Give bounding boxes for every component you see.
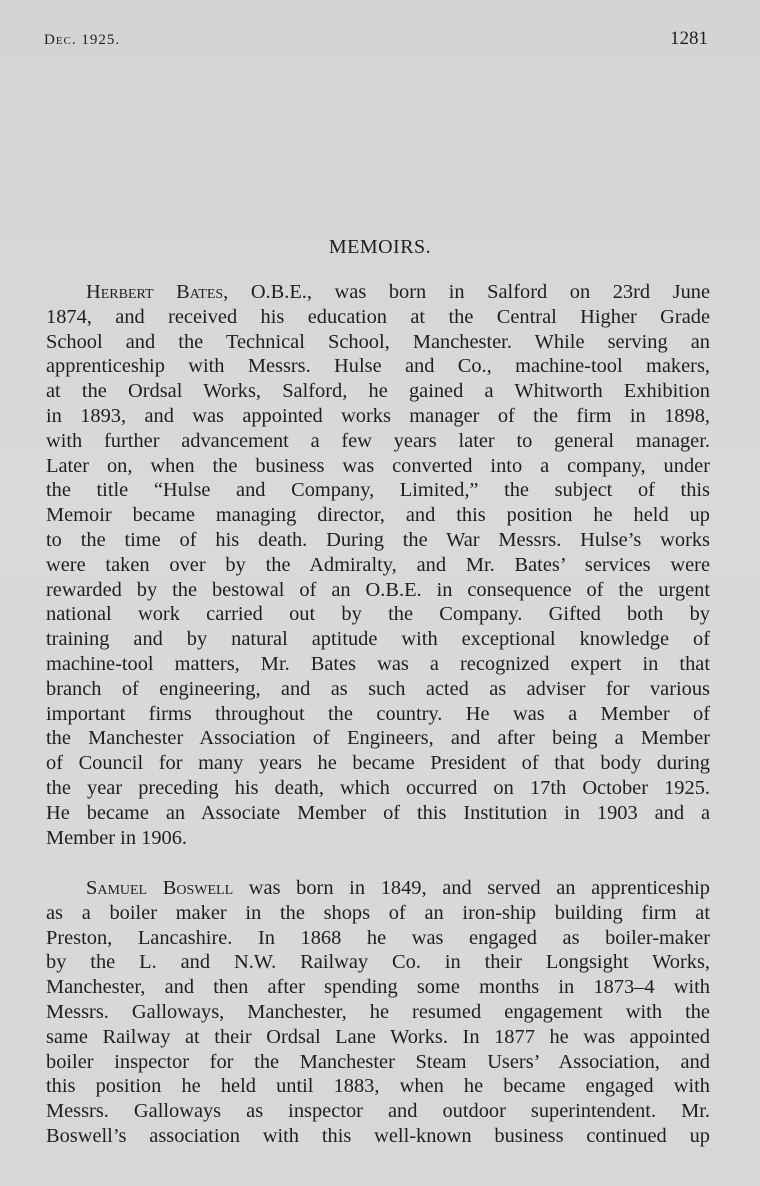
memoir-line: as a boiler maker in the shops of an iron-ship building firm at <box>46 901 710 924</box>
memoir-line: with further advancement a few years later to general manager. <box>46 429 710 452</box>
memoir-line: the title “Hulse and Company, Limited,” the subject of this <box>46 479 710 502</box>
memoir-line: rewarded by the bestowal of an O.B.E. in consequence of the urgent <box>46 578 710 601</box>
memoir-line: He became an Associate Member of this Institution in 1903 and a <box>46 801 710 824</box>
memoir-line: machine-tool matters, Mr. Bates was a recognized expert in that <box>46 652 710 675</box>
memoir-line: Member in 1906. <box>46 826 188 849</box>
memoir-line: Memoir became managing director, and this position he held up <box>46 504 710 527</box>
memoir-subject-name: Samuel Boswell <box>86 877 234 899</box>
memoir-line: Samuel Boswell was born in 1849, and served an apprenticeship <box>86 877 710 899</box>
memoir-line: 1874, and received his education at the Central Higher Grade <box>46 305 710 328</box>
memoir-line: important firms throughout the country. He was a Member of <box>46 702 710 725</box>
memoir-line: by the L. and N.W. Railway Co. in their Longsight Works, <box>46 951 710 974</box>
running-head-date: Dec. 1925. <box>44 32 121 48</box>
memoir-samuel-boswell <box>46 876 710 1149</box>
memoir-line: at the Ordsal Works, Salford, he gained a Whitworth Exhibition <box>46 380 710 403</box>
memoir-line: Herbert Bates, O.B.E., was born in Salford on 23rd June <box>86 281 711 303</box>
memoir-line: Later on, when the business was converted into a company, under <box>46 454 710 477</box>
memoir-line: School and the Technical School, Manchester. While serving an <box>46 330 710 353</box>
memoir-line: boiler inspector for the Manchester Steam Users’ Association, and <box>46 1050 710 1073</box>
memoir-line: the Manchester Association of Engineers, and after being a Member <box>46 727 710 750</box>
memoir-line: Manchester, and then after spending some months in 1873–4 with <box>46 976 710 999</box>
page-number: 1281 <box>670 28 708 49</box>
section-title: MEMOIRS. <box>328 236 432 258</box>
memoir-line: to the time of his death. During the War Messrs. Hulse’s works <box>46 528 710 551</box>
memoir-line: this position he held until 1883, when he became engaged with <box>46 1075 710 1098</box>
memoir-line: Messrs. Galloways, Manchester, he resumed engagement with the <box>46 1000 710 1023</box>
memoir-line: training and by natural aptitude with exceptional knowledge of <box>46 628 710 651</box>
memoir-line: were taken over by the Admiralty, and Mr. Bates’ services were <box>46 553 710 576</box>
memoir-line: national work carried out by the Company. Gifted both by <box>46 603 710 626</box>
memoir-line: same Railway at their Ordsal Lane Works. In 1877 he was appointed <box>46 1025 710 1048</box>
memoir-line: Boswell’s association with this well-known business continued up <box>46 1124 710 1147</box>
memoir-line: Preston, Lancashire. In 1868 he was engaged as boiler-maker <box>46 926 710 949</box>
memoir-subject-name: Herbert Bates <box>86 281 224 303</box>
memoir-line: the year preceding his death, which occurred on 17th October 1925. <box>46 776 710 799</box>
memoir-line: branch of engineering, and as such acted as adviser for various <box>46 677 710 700</box>
memoir-line: in 1893, and was appointed works manager of the firm in 1898, <box>46 404 710 427</box>
memoir-herbert-bates <box>46 280 710 850</box>
running-head <box>44 28 708 52</box>
memoir-line: of Council for many years he became President of that body during <box>46 752 710 775</box>
memoir-line: Messrs. Galloways as inspector and outdoor superintendent. Mr. <box>46 1100 710 1123</box>
memoir-line: apprenticeship with Messrs. Hulse and Co., machine-tool makers, <box>46 355 710 378</box>
